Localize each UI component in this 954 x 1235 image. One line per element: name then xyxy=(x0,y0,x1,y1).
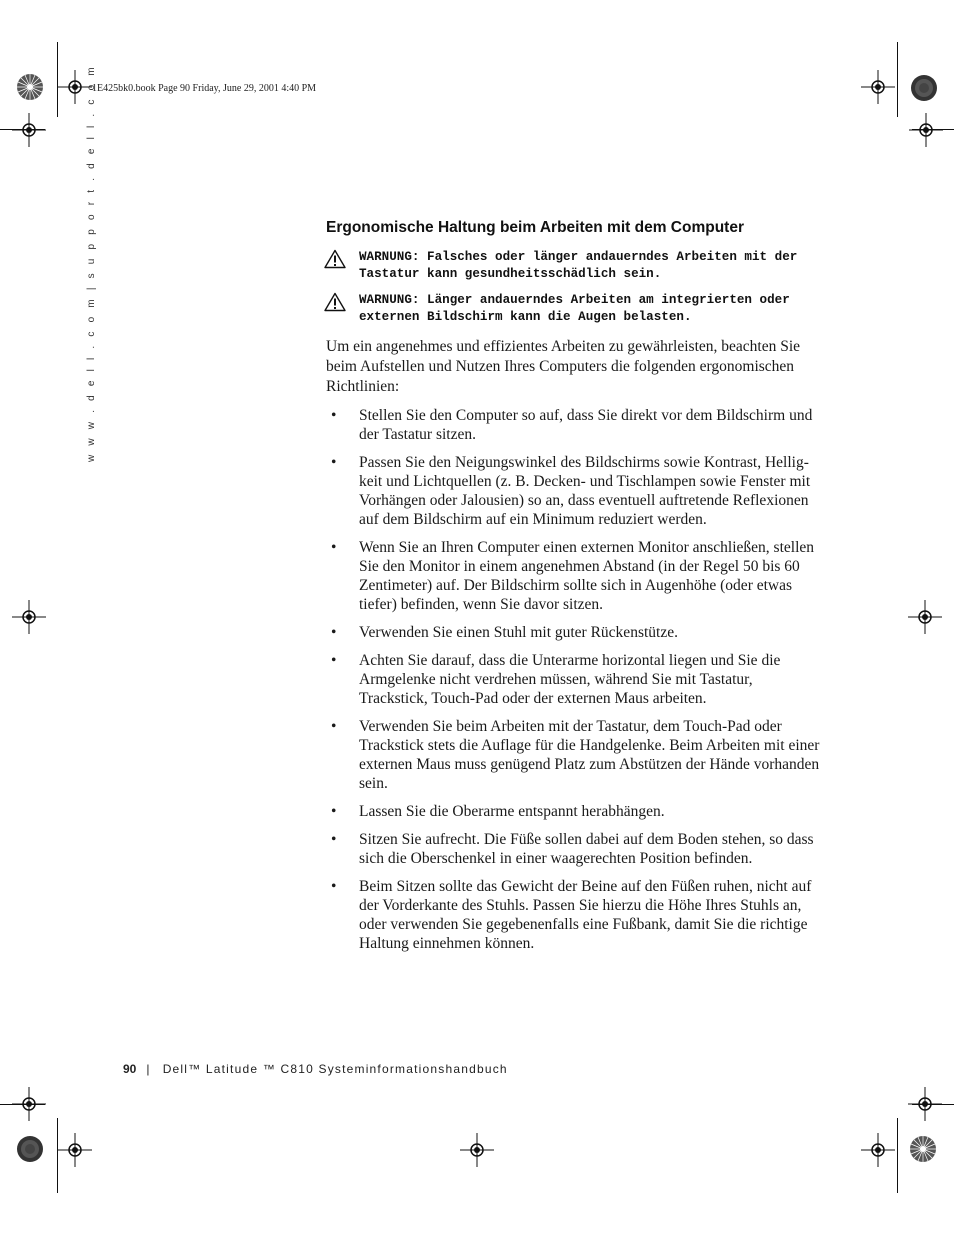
list-item-text: Passen Sie den Neigungswinkel des Bildschirms sowie Kontrast, Hellig-keit und Lichtquellen (z. B. Decken- und Tischlampen sowie Fenster mit Vorhängen oder Jalousien) so an, dass eventuell auftretende Reflexionen auf dem Bildschirm auf ein Minimum reduziert werden. xyxy=(359,454,811,528)
footer-separator: | xyxy=(146,1062,151,1076)
intro-paragraph: Um ein angenehmes und effizientes Arbeiten zu gewährleisten, beachten Sie beim Aufstellen und Nutzen Ihres Computers die folgenden ergonomischen Richtlinien: xyxy=(326,338,801,395)
registration-mark-icon xyxy=(12,600,46,634)
warning-triangle-icon xyxy=(324,249,346,269)
list-item-text: Achten Sie darauf, dass die Unterarme horizontal liegen und Sie die Armgelenke nicht verdrehen müssen, während Sie mit Tastatur, Trackstick, Touch-Pad oder der externen Maus arbeiten. xyxy=(359,652,781,707)
list-item xyxy=(331,830,821,868)
side-url: w w w . d e l l . c o m | s u p p o r t . d e l l . c o m xyxy=(86,64,97,462)
bullet: • xyxy=(331,878,337,895)
bullet: • xyxy=(331,652,337,669)
warning-triangle-icon xyxy=(324,292,346,312)
bullet: • xyxy=(331,407,337,424)
list-item xyxy=(331,877,821,953)
list-item-text: Verwenden Sie einen Stuhl mit guter Rückenstütze. xyxy=(359,624,678,641)
bullet: • xyxy=(331,718,337,735)
footer-title: Dell™ Latitude ™ C810 Systeminformationshandbuch xyxy=(162,1062,508,1076)
warning-text: WARNUNG: Länger andauerndes Arbeiten am integrierten oder externen Bildschirm kann die Augen belasten. xyxy=(359,293,790,324)
registration-mark-icon xyxy=(12,1087,46,1121)
list-item xyxy=(331,538,821,614)
registration-mark-icon xyxy=(908,600,942,634)
bullet: • xyxy=(331,454,337,471)
starburst-target-icon xyxy=(910,74,938,102)
registration-mark-icon xyxy=(909,113,943,147)
list-item xyxy=(331,717,821,793)
page-footer xyxy=(123,1062,508,1076)
starburst-target-icon xyxy=(909,1135,937,1163)
list-item-text: Beim Sitzen sollte das Gewicht der Beine auf den Füßen ruhen, nicht auf der Vorderkante des Stuhls. Passen Sie hierzu die Höhe Ihres Stuhls an, oder verwenden Sie gegebenenfalls eine Fußbank, damit Sie die richtige Haltung einnehmen können. xyxy=(359,878,812,952)
list-item xyxy=(331,651,821,708)
registration-mark-icon xyxy=(861,70,895,104)
list-item-text: Verwenden Sie beim Arbeiten mit der Tastatur, dem Touch-Pad oder Trackstick stets die Auflage für die Handgelenke. Beim Arbeiten mit einer externen Maus muss genügend Platz zum Abstützen der Hände vorhanden sein. xyxy=(359,718,820,792)
list-item-text: Sitzen Sie aufrecht. Die Füße sollen dabei auf dem Boden stehen, so dass sich die Oberschenkel in einer waagerechten Position befinden. xyxy=(359,831,814,867)
list-item xyxy=(331,406,821,444)
guideline-list xyxy=(331,406,821,962)
registration-mark-icon xyxy=(58,1133,92,1167)
starburst-target-icon xyxy=(16,73,44,101)
list-item xyxy=(331,453,821,529)
registration-mark-icon xyxy=(908,1087,942,1121)
warning-text: WARNUNG: Falsches oder länger andauerndes Arbeiten mit der Tastatur kann gesundheitsschädlich sein. xyxy=(359,250,798,281)
list-item-text: Stellen Sie den Computer so auf, dass Sie direkt vor dem Bildschirm und der Tastatur sitzen. xyxy=(359,407,813,443)
registration-mark-icon xyxy=(12,113,46,147)
bullet: • xyxy=(331,803,337,820)
file-header: 1E425bk0.book Page 90 Friday, June 29, 2001 4:40 PM xyxy=(92,83,317,94)
registration-mark-icon xyxy=(460,1133,494,1167)
section-heading: Ergonomische Haltung beim Arbeiten mit dem Computer xyxy=(326,219,744,236)
bullet: • xyxy=(331,539,337,556)
list-item-text: Lassen Sie die Oberarme entspannt herabhängen. xyxy=(359,803,665,820)
page-number: 90 xyxy=(123,1062,137,1076)
bullet: • xyxy=(331,831,337,848)
bullet: • xyxy=(331,624,337,641)
list-item-text: Wenn Sie an Ihren Computer einen externen Monitor anschließen, stellen Sie den Monitor in einem angenehmen Abstand (in der Regel 50 bis 60 Zentimeter) auf. Der Bildschirm sollte sich in Augenhöhe (oder etwas tiefer) befinden, wenn Sie davor sitzen. xyxy=(359,539,815,613)
list-item xyxy=(331,623,821,642)
starburst-target-icon xyxy=(16,1135,44,1163)
registration-mark-icon xyxy=(861,1133,895,1167)
list-item xyxy=(331,802,821,821)
